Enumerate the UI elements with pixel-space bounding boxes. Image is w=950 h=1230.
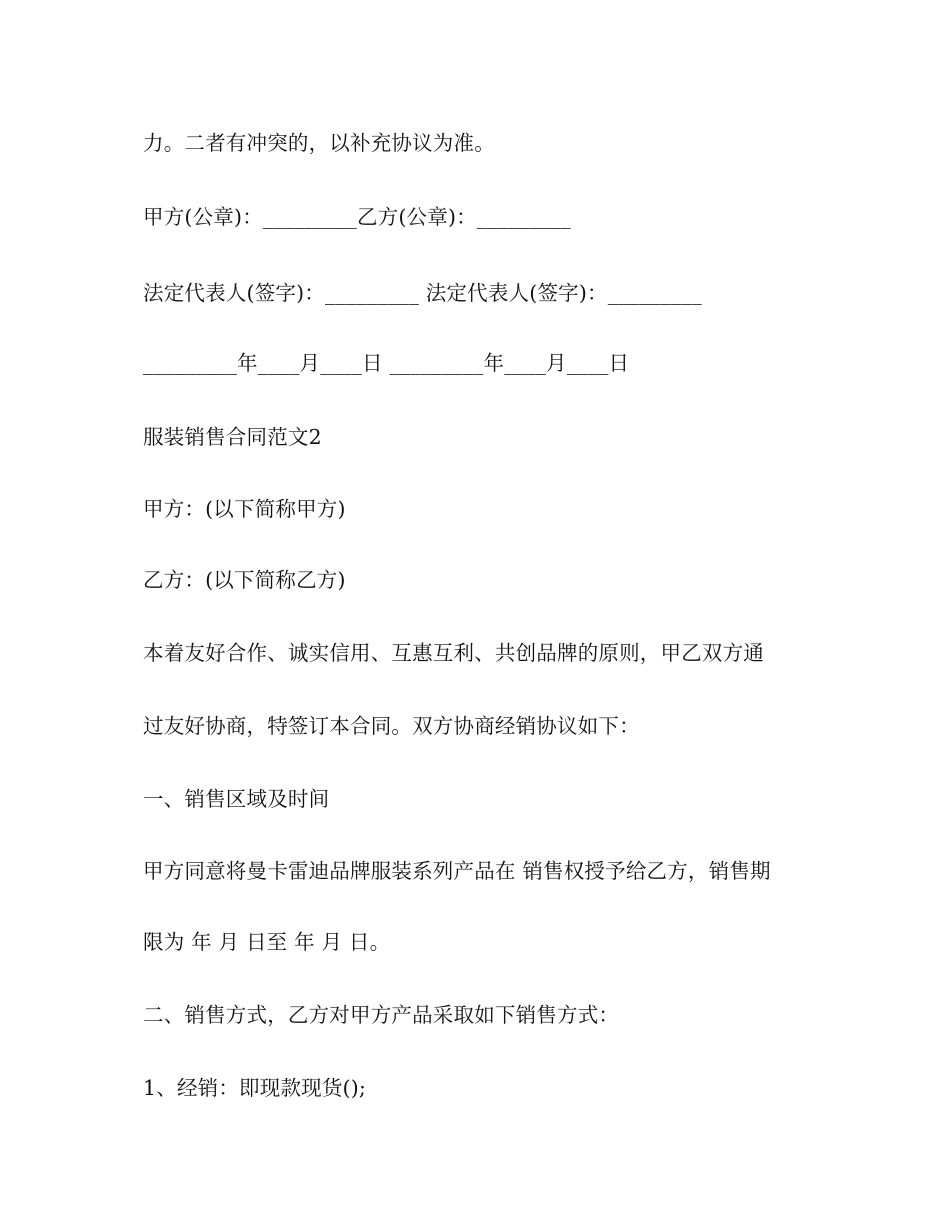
legal-representative-line: 法定代表人(签字)：_________ 法定代表人(签字)：_________ <box>143 281 702 305</box>
party-b-line: 乙方：(以下简称乙方) <box>143 568 346 592</box>
party-a-line: 甲方：(以下简称甲方) <box>143 497 346 521</box>
sales-area-paragraph-line-2: 限为 年 月 日至 年 月 日。 <box>143 930 391 954</box>
preamble-paragraph-line-1: 本着友好合作、诚实信用、互惠互利、共创品牌的原则，甲乙双方通 <box>143 641 764 665</box>
sales-method-item-1: 1、经销：即现款现货(); <box>143 1076 367 1100</box>
date-line: _________年____月____日 _________年____月____日 <box>143 351 630 375</box>
signature-seal-line: 甲方(公章)：_________乙方(公章)：_________ <box>143 205 571 229</box>
preamble-paragraph-line-2: 过友好协商，特签订本合同。双方协商经销协议如下： <box>143 714 640 738</box>
section-title: 服装销售合同范文2 <box>143 425 322 449</box>
clause-heading-sales-area: 一、销售区域及时间 <box>143 787 330 811</box>
clause-heading-sales-method: 二、销售方式，乙方对甲方产品采取如下销售方式： <box>143 1003 620 1027</box>
paragraph-supplement-precedence: 力。二者有冲突的，以补充协议为准。 <box>143 131 495 155</box>
sales-area-paragraph-line-1: 甲方同意将曼卡雷迪品牌服装系列产品在 销售权授予给乙方，销售期 <box>143 859 771 883</box>
